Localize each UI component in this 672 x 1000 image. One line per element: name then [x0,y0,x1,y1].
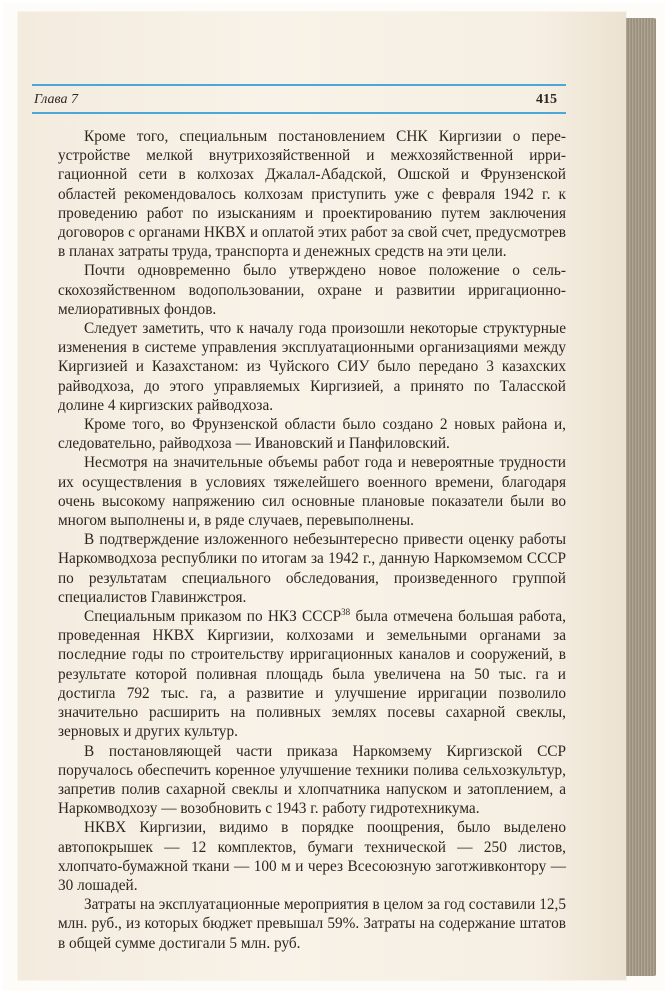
page-number: 415 [536,92,557,107]
paragraph-text: Специальным приказом по НКЗ СССР [84,608,342,626]
running-head-chapter: Глава 7 [34,92,78,107]
paragraph: Следует заметить, что к началу года произошли некоторые структурные изменения в системе управления эксплуатационными организациями между Киргизией и Казахстаном: из Чуйского СИУ было передано 3 казахских райводхоза, до этого управляемых Киргизией, а принято по Таласской долине 4 киргизских райводхоза. [58,320,566,414]
header-rule-bottom [32,112,566,114]
paragraph-text: поручалось обеспечить коренное улучшение техники полива сельхозкультур, запретив полив сахарной свеклы и хлопчатника напуском и затоплением, а Наркомводхозу — возобновить с 1943 г. работу гидротехникума. [58,761,566,818]
paragraph: Кроме того, специальным постановлением СНК Киргизии о переустройстве мелкой внутрихозяйственной и межхозяйственной ирригационной сети в колхозах Джалал-Абадской, Ошской и Фрунзенской областей рекомендовалось колхозам приступить уже с февраля 1942 г. к проведению работ по изысканиям и проектированию путем заключения договоров с органами НКВХ и оплатой этих работ за свой счет, предусмотрев в планах затраты труда, транспорта и денежных средств на эти цели. [58,128,566,261]
paragraph: Почти одновременно было утверждено новое положение о сельскохозяйственном водопользовании, охране и развитии ирригационно-мелиоративных фондов. [58,262,566,318]
footnote-reference: 38 [341,606,351,617]
paragraph-text: В постановляющей части приказа Наркомзему Киргизской ССР [84,742,566,760]
paragraph: Затраты на эксплуатационные мероприятия в целом за год составили 12,5 млн. руб., из которых бюджет превышал 59%. Затраты на содержание штатов в общей сумме достигали 5 млн. руб. [58,896,566,952]
paragraph-text: была отмечена большая работа, проведенная НКВХ Киргизии, колхозами и земельными органами за последние годы по строительству ирригационных каналов и сооружений, в результате которой поливная площадь была увеличена на 50 тыс. га и достигла 792 тыс. га, а развитие и улучшение ирригации позволило значительно расширить на поливных землях посевы сахарной свеклы, зерновых и других культур. [58,608,567,741]
paragraph [58,742,566,819]
paragraph: Несмотря на значительные объемы работ года и невероятные трудности их осуществления в условиях тяжелейшего военного времени, благодаря очень высокому напряжению сил основные плановые показатели были во многом выполнены и, в ряде случаев, перевыполнены. [58,454,566,530]
paragraph: НКВХ Киргизии, видимо в порядке поощрения, было выделено автопокрышек — 12 комплектов, бумаги технической — 250 листов, хлопчато-бумажной ткани — 100 м и через Всесоюзную заготживконтору — 30 лошадей. [58,819,566,894]
book-page-edges [626,18,656,976]
paragraph: Кроме того, во Фрунзенской области было создано 2 новых района и, следовательно, райводхоза — Ивановский и Панфиловский. [58,416,566,453]
paragraph: В подтверждение изложенного небезынтересно привести оценку работы Наркомводхоза республики по итогам за 1942 г., данную Наркомземом СССР по результатам специального обследования, произведенного группой специалистов Главинжстроя. [58,531,566,606]
paragraph [58,607,566,741]
header-rule-top [32,84,566,86]
body-text [58,127,566,953]
